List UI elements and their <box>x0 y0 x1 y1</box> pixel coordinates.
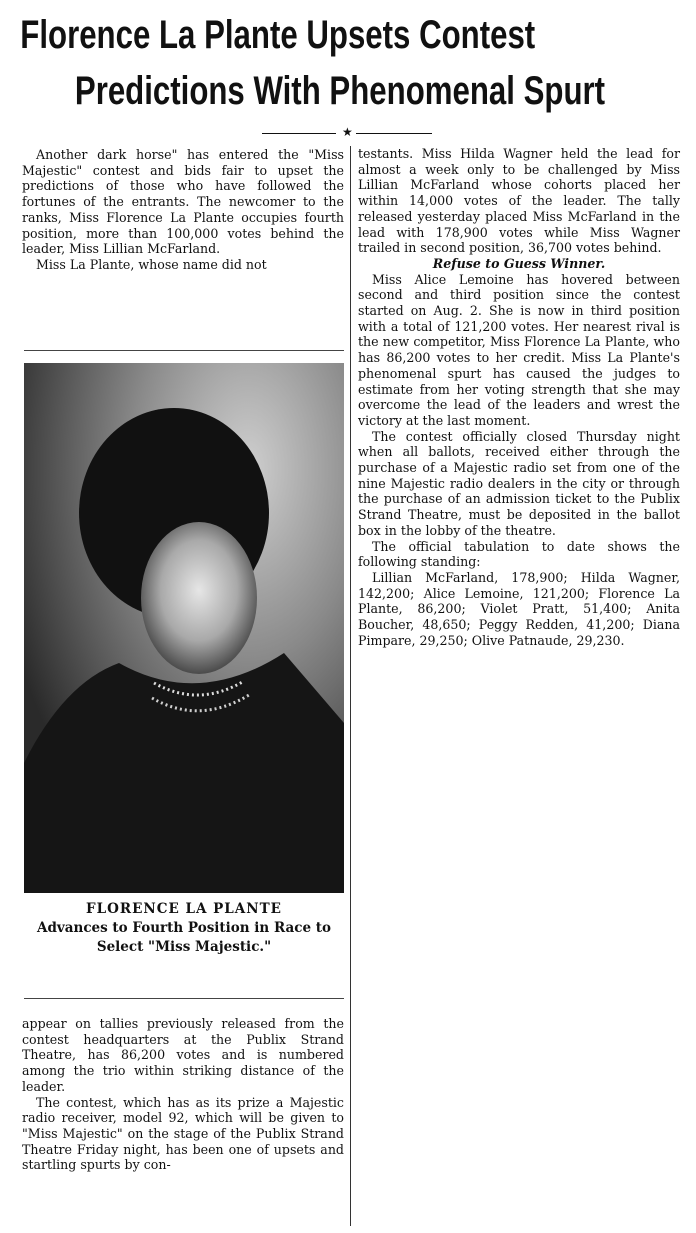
article-paragraph: appear on tallies previously released from the contest headquarters at the Publix Strand Theatre, has 86,200 votes and is numbered among the trio within striking distance of the leader. <box>22 1016 344 1094</box>
article-paragraph: Miss La Plante, whose name did not <box>36 256 267 272</box>
headline-divider <box>262 125 432 139</box>
caption-name: FLORENCE LA PLANTE <box>86 901 282 917</box>
caption-text: Advances to Fourth Position in Race to Select "Miss Majestic." <box>37 920 331 955</box>
photo-caption <box>24 900 344 957</box>
headline-line-1: Florence La Plante Upsets Contest <box>20 13 536 57</box>
portrait-photo <box>24 363 344 893</box>
article-paragraph: The official tabulation to date shows the following standing: <box>358 538 680 570</box>
article-paragraph: Miss Alice Lemoine has hovered between second and third position since the contest started on Aug. 2. She is now in third position with a total of 121,200 votes. Her nearest rival is the new competitor, Miss Florence La Plante, who has 86,200 votes to her credit. Miss La Plante's phenomenal spurt has caused the judges to estimate from her voting strength that she may overcome the lead of the leaders and wrest the victory at the last moment. <box>358 271 680 428</box>
caption-bottom-rule <box>24 998 344 999</box>
article-column-2 <box>358 146 680 649</box>
article-subhead: Refuse to Guess Winner. <box>432 255 606 271</box>
column-divider <box>350 146 351 1226</box>
star-ornament-icon: ★ <box>342 125 353 139</box>
photo-top-rule <box>24 350 344 351</box>
article-paragraph: testants. Miss Hilda Wagner held the lead for almost a week only to be challenged by Miss Lillian McFarland whose cohorts placed her within 14,000 votes of the leader. The tally released yesterday placed Miss McFarland in the lead with 178,900 votes while Miss Wagner trailed in second position, 36,700 votes behind. <box>358 146 680 256</box>
article-paragraph: Another dark horse" has entered the "Miss Majestic" contest and bids fair to upset the predictions of those who have followed the fortunes of the entrants. The newcomer to the ranks, Miss Florence La Plante occupies fourth position, more than 100,000 votes behind the leader, Miss Lillian McFarland. <box>22 147 344 257</box>
article-paragraph: The contest, which has as its prize a Majestic radio receiver, model 92, which will be given to "Miss Majestic" on the stage of the Publix Strand Theatre Friday night, has been one of upsets and startling spurts by con- <box>22 1094 344 1173</box>
portrait-image <box>24 363 344 893</box>
standings-list: Lillian McFarland, 178,900; Hilda Wagner, 142,200; Alice Lemoine, 121,200; Florence La Plante, 86,200; Violet Pratt, 51,400; Anita Boucher, 48,650; Peggy Redden, 41,200; Diana Pimpare, 29,250; Olive Patnaude, 29,230. <box>358 569 680 648</box>
article-paragraph: The contest officially closed Thursday night when all ballots, received either through the purchase of a Majestic radio set from one of the nine Majestic radio dealers in the city or through the purchase of an admission ticket to the Publix Strand Theatre, must be deposited in the ballot box in the lobby of the theatre. <box>358 428 680 538</box>
headline-line-2: Predictions With Phenomenal Spurt <box>74 69 606 113</box>
article-column-1-top <box>22 147 344 273</box>
article-column-1-bottom <box>22 1016 344 1173</box>
